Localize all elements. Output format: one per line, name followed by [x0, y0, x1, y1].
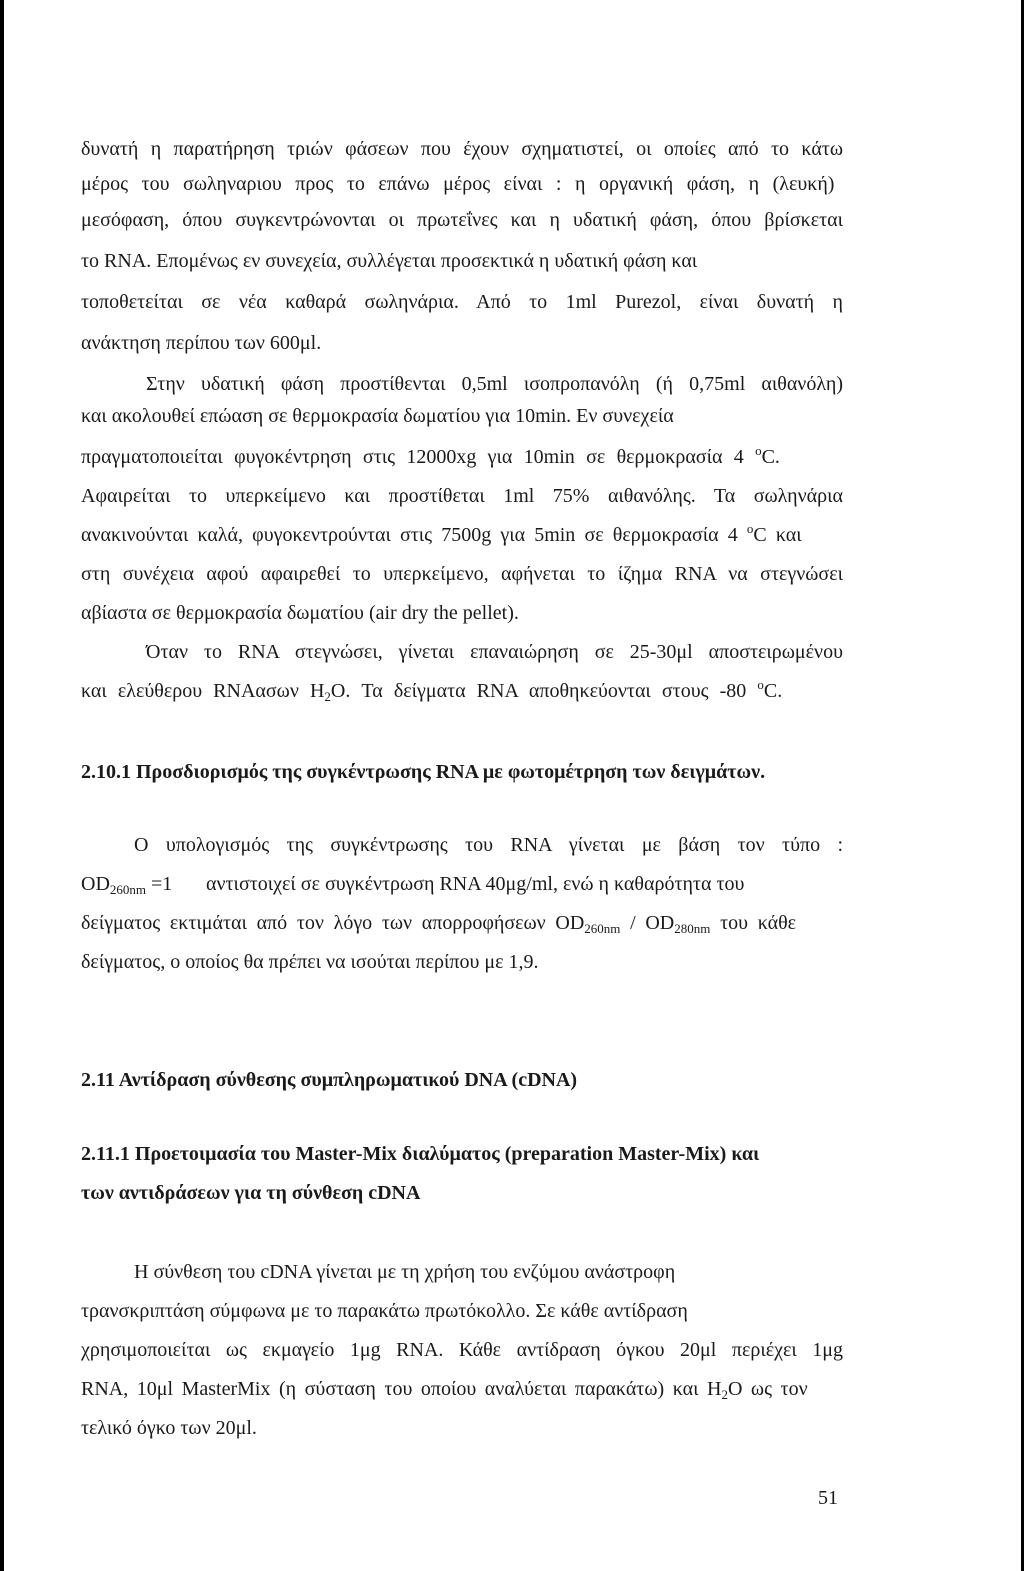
text-segment: C και	[753, 524, 802, 546]
text-line: τρανσκριπτάση σύμφωνα με το παρακάτω πρωτόκολλο. Σε κάθε αντίδραση	[81, 1300, 688, 1322]
text-line: Στην υδατική φάση προστίθενται 0,5ml ισοπροπανόλη (ή 0,75ml αιθανόλη)	[146, 373, 843, 395]
text-segment: C.	[761, 446, 780, 468]
subscript: 260nm	[109, 882, 147, 897]
text-line	[81, 445, 780, 469]
text-segment: και ελεύθερου RNAασων H	[81, 680, 325, 702]
text-line: τελικό όγκο των 20μl.	[81, 1417, 257, 1439]
text-line: χρησιμοποιείται ως εκμαγείο 1μg RNA. Κάθε αντίδραση όγκου 20μl περιέχει 1μg	[81, 1339, 843, 1361]
text-segment: OD	[81, 873, 110, 895]
text-segment: ανακινούνται καλά, φυγοκεντρούνται στις 7500g για 5min σε θερμοκρασία 4	[81, 524, 738, 546]
text-line: το RNA. Επομένως εν συνεχεία, συλλέγεται προσεκτικά η υδατική φάση και	[81, 250, 698, 272]
degree-mark: o	[757, 677, 764, 692]
text-line	[81, 679, 782, 703]
scan-edge-left	[0, 0, 4, 1571]
text-segment: RNA, 10μl MasterMix (η σύσταση του οποίου αναλύεται παρακάτω) και H	[81, 1378, 722, 1400]
text-line	[81, 523, 802, 547]
page-number: 51	[818, 1487, 838, 1509]
subscript: 260nm	[584, 921, 621, 936]
text-line: Όταν το RNA στεγνώσει, γίνεται επαναιώρηση σε 25-30μl αποστειρωμένου	[146, 641, 843, 663]
text-line: Ο υπολογισμός της συγκέντρωσης του RNA γίνεται με βάση τον τύπο :	[134, 834, 843, 856]
subsection-heading: των αντιδράσεων για τη σύνθεση cDNA	[81, 1182, 421, 1204]
text-line: και ακολουθεί επώαση σε θερμοκρασία δωματίου για 10min. Εν συνεχεία	[81, 405, 674, 427]
subscript: 2	[721, 1387, 728, 1402]
text-segment: πραγματοποιείται φυγοκέντρηση στις 12000xg για 10min σε θερμοκρασία 4	[81, 446, 744, 468]
text-line: αντιστοιχεί σε συγκέντρωση RNA 40μg/ml, ενώ η καθαρότητα του	[206, 873, 745, 895]
text-line: ανάκτηση περίπου των 600μl.	[81, 332, 322, 354]
text-line: δείγματος, ο οποίος θα πρέπει να ισούται περίπου με 1,9.	[81, 951, 539, 973]
text-segment: O. Τα δείγματα RNA αποθηκεύονται στους -80	[330, 680, 747, 702]
text-segment: δείγματος εκτιμάται από τον λόγο των απορροφήσεων OD	[81, 912, 585, 934]
text-segment: C.	[763, 680, 783, 702]
degree-mark: o	[755, 443, 762, 458]
text-segment: =1	[151, 873, 173, 895]
section-heading: 2.10.1 Προσδιορισμός της συγκέντρωσης RNA με φωτομέτρηση των δειγμάτων.	[81, 761, 766, 783]
text-line: μεσόφαση, όπου συγκεντρώνονται οι πρωτεΐνες και η υδατική φάση, όπου βρίσκεται	[81, 209, 843, 231]
subsection-heading: 2.11.1 Προετοιμασία του Master-Mix διαλύματος (preparation Master-Mix) και	[81, 1143, 760, 1165]
degree-mark: o	[746, 521, 754, 536]
text-line: Η σύνθεση του cDNA γίνεται με τη χρήση του ενζύμου ανάστροφη	[134, 1261, 676, 1283]
text-line	[81, 1377, 808, 1401]
subscript: 280nm	[674, 921, 711, 936]
text-line: αβίαστα σε θερμοκρασία δωματίου (air dry the pellet).	[81, 602, 519, 624]
section-heading: 2.11 Αντίδραση σύνθεσης συμπληρωματικού DNA (cDNA)	[81, 1069, 578, 1091]
text-segment: / OD	[620, 912, 675, 934]
text-line: τοποθετείται σε νέα καθαρά σωληνάρια. Από το 1ml Purezol, είναι δυνατή η	[81, 291, 843, 313]
text-line	[81, 872, 172, 896]
text-line	[81, 911, 796, 935]
text-line: δυνατή η παρατήρηση τριών φάσεων που έχουν σχηματιστεί, οι οποίες από το κάτω	[81, 138, 843, 160]
text-line: μέρος του σωληναριου προς το επάνω μέρος είναι : η οργανική φάση, η (λευκή)	[81, 173, 835, 195]
text-line: Αφαιρείται το υπερκείμενο και προστίθεται 1ml 75% αιθανόλης. Τα σωληνάρια	[81, 485, 843, 507]
text-line: στη συνέχεια αφού αφαιρεθεί το υπερκείμενο, αφήνεται το ίζημα RNA να στεγνώσει	[81, 563, 843, 585]
subscript: 2	[324, 689, 331, 704]
text-segment: του κάθε	[710, 912, 797, 934]
text-segment: O ως τον	[727, 1378, 808, 1400]
